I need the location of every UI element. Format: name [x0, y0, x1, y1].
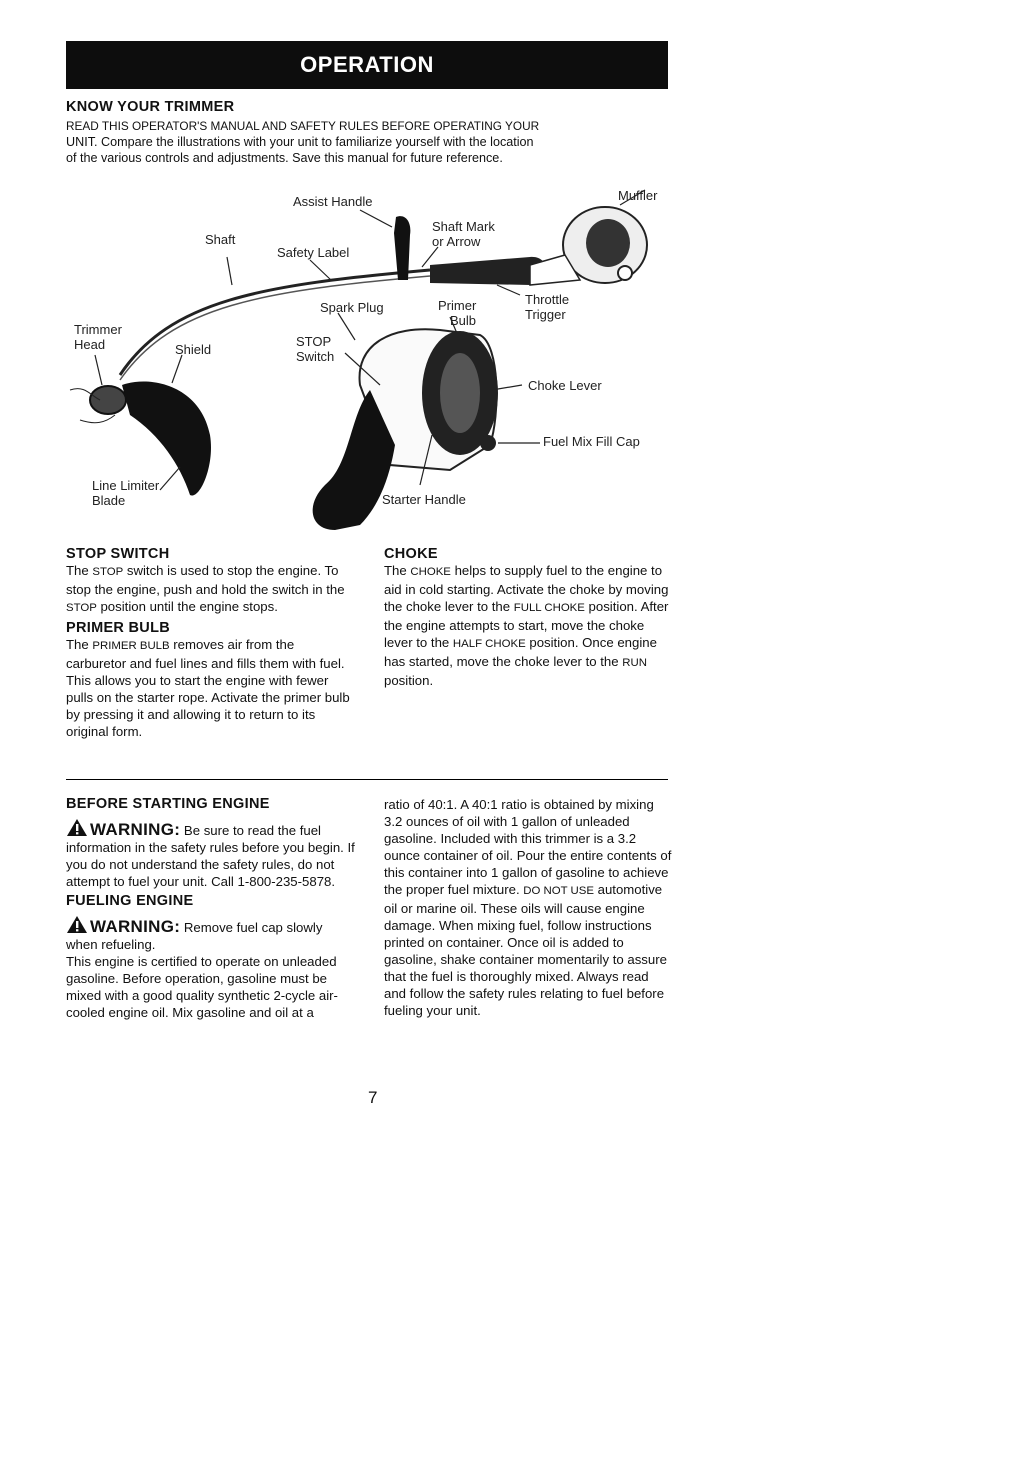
before-warning-text: Be sure to read the fuel information in the safety rules before you begin. If you do not understand the safety rules, do not attempt to fuel your unit. Call 1-800-235-5878. — [66, 823, 355, 889]
primer-bulb-text — [66, 636, 356, 740]
fuel-cap-shape — [480, 435, 496, 451]
choke-text — [384, 562, 674, 689]
label-trimmer-head-line-1: Trimmer — [74, 322, 122, 337]
before-fueling-column — [66, 796, 356, 1021]
intro-line-3: of the various controls and adjustments. Save this manual for future reference. — [66, 151, 503, 165]
stop-text-c: position until the engine stops. — [96, 599, 278, 614]
fueling-continued-column — [384, 796, 674, 1019]
label-trimmer-head-line-2: Head — [74, 337, 106, 352]
label-choke-lever: Choke Lever — [528, 378, 602, 393]
intro-line-2: UNIT. Compare the illustrations with your unit to familiarize yourself with the location — [66, 135, 534, 149]
choke-text-sc4: RUN — [622, 657, 647, 669]
warning-triangle-icon — [66, 915, 88, 934]
before-starting-heading: BEFORE STARTING ENGINE — [66, 796, 270, 812]
page-number: 7 — [368, 1088, 378, 1107]
label-stop-line-1: STOP — [296, 334, 332, 349]
label-shield: Shield — [175, 342, 212, 357]
label-shaft-mark — [432, 219, 495, 249]
know-trimmer-heading: KNOW YOUR TRIMMER — [66, 99, 235, 115]
stop-switch-text — [66, 562, 356, 617]
label-throttle-line-2: Trigger — [525, 307, 566, 322]
fueling-warning-text: Remove fuel cap slowly when refueling. — [66, 920, 323, 952]
before-warning-label: WARNING: — [90, 820, 181, 839]
choke-text-b: helps to supply fuel to the engine to aid in cold starting. Activate the choke by moving the choke lever to the — [384, 563, 669, 614]
section-divider — [66, 779, 668, 780]
fueling-cont-sc: DO NOT USE — [523, 885, 594, 897]
choke-text-sc1: CHOKE — [410, 566, 451, 578]
label-stop-switch — [296, 334, 334, 364]
label-muffler: Muffler — [618, 188, 658, 203]
label-primer-line-2: Bulb — [450, 313, 477, 328]
label-line-limiter-line-2: Blade — [92, 493, 126, 508]
before-warning-paragraph — [66, 818, 356, 890]
label-primer-line-1: Primer — [438, 298, 477, 313]
label-shaft-mark-line-2: or Arrow — [432, 234, 481, 249]
stop-text-sc1: STOP — [92, 566, 124, 578]
label-line-limiter-line-1: Line Limiter — [92, 478, 160, 493]
fueling-warning-paragraph — [66, 915, 356, 953]
fueling-engine-heading: FUELING ENGINE — [66, 893, 194, 909]
label-assist-handle: Assist Handle — [293, 194, 373, 209]
section-banner: OPERATION — [66, 41, 668, 89]
choke-text-sc2: FULL CHOKE — [513, 602, 585, 614]
assist-handle-shape — [394, 216, 410, 280]
primer-text-sc: PRIMER BULB — [92, 640, 170, 652]
choke-text-d: position. Once engine has started, move the choke lever to the — [384, 635, 657, 669]
choke-heading: CHOKE — [384, 546, 438, 562]
choke-text-sc3: HALF CHOKE — [452, 638, 526, 650]
label-throttle-line-1: Throttle — [525, 292, 570, 307]
choke-text-c: position. After the engine attempts to start, move the choke lever to the — [384, 599, 669, 650]
choke-text-a: The — [384, 563, 411, 578]
fueling-cont-a: ratio of 40:1. A 40:1 ratio is obtained by mixing 3.2 ounces of oil with 1 gallon of unleaded gasoline. Included with this trimmer is a 3.2 ounce container of oil. Pour the entire contents of this container into 1 gallon of gasoline to achieve the proper fuel mixture. — [384, 797, 672, 897]
stop-text-b: switch is used to stop the engine. To stop the engine, push and hold the switch in the — [66, 563, 345, 597]
fueling-warning-label: WARNING: — [90, 917, 181, 936]
label-throttle-trigger — [525, 292, 569, 322]
label-safety-label: Safety Label — [277, 245, 350, 260]
intro-line-1: READ THIS OPERATOR'S MANUAL AND SAFETY RULES BEFORE OPERATING YOUR — [66, 119, 540, 133]
primer-text-b: removes air from the carburetor and fuel lines and fills them with fuel. This allows you to start the engine with fewer pulls on the starter rope. Activate the primer bulb by pressing it and allowing it to return to its original form. — [66, 637, 350, 739]
label-stop-line-2: Switch — [296, 349, 335, 364]
trimmer-head-shape — [90, 386, 126, 414]
stop-primer-column — [66, 546, 356, 740]
primer-bulb-heading: PRIMER BULB — [66, 620, 170, 636]
choke-text-e: position. — [384, 673, 434, 688]
fueling-cont-b: automotive oil or marine oil. These oils will cause engine damage. When mixing fuel, follow instructions printed on container. Once oil is added to gasoline, shake container momentarily to assure that the fuel is thoroughly mixed. Always read and follow the safety rules relating to fuel before fueling your unit. — [384, 882, 667, 1018]
label-line-limiter — [92, 478, 159, 508]
stop-switch-heading: STOP SWITCH — [66, 546, 170, 562]
fueling-continued-text — [384, 796, 674, 1019]
stop-text-sc2: STOP — [66, 602, 97, 614]
label-trimmer-head — [74, 322, 122, 352]
label-primer-bulb — [438, 298, 476, 328]
label-starter-handle: Starter Handle — [382, 492, 466, 507]
fueling-text: This engine is certified to operate on unleaded gasoline. Before operation, gasoline must be mixed with a good quality synthetic 2-cycle air-cooled engine oil. Mix gasoline and oil at a — [66, 954, 338, 1020]
choke-column — [384, 546, 674, 689]
label-shaft: Shaft — [205, 232, 236, 247]
stop-text-a: The — [66, 563, 93, 578]
label-shaft-mark-line-1: Shaft Mark — [432, 219, 495, 234]
label-spark-plug: Spark Plug — [320, 300, 384, 315]
label-fuel-cap: Fuel Mix Fill Cap — [543, 434, 640, 449]
warning-triangle-icon — [66, 818, 88, 837]
know-trimmer-intro — [66, 118, 666, 166]
primer-text-a: The — [66, 637, 93, 652]
